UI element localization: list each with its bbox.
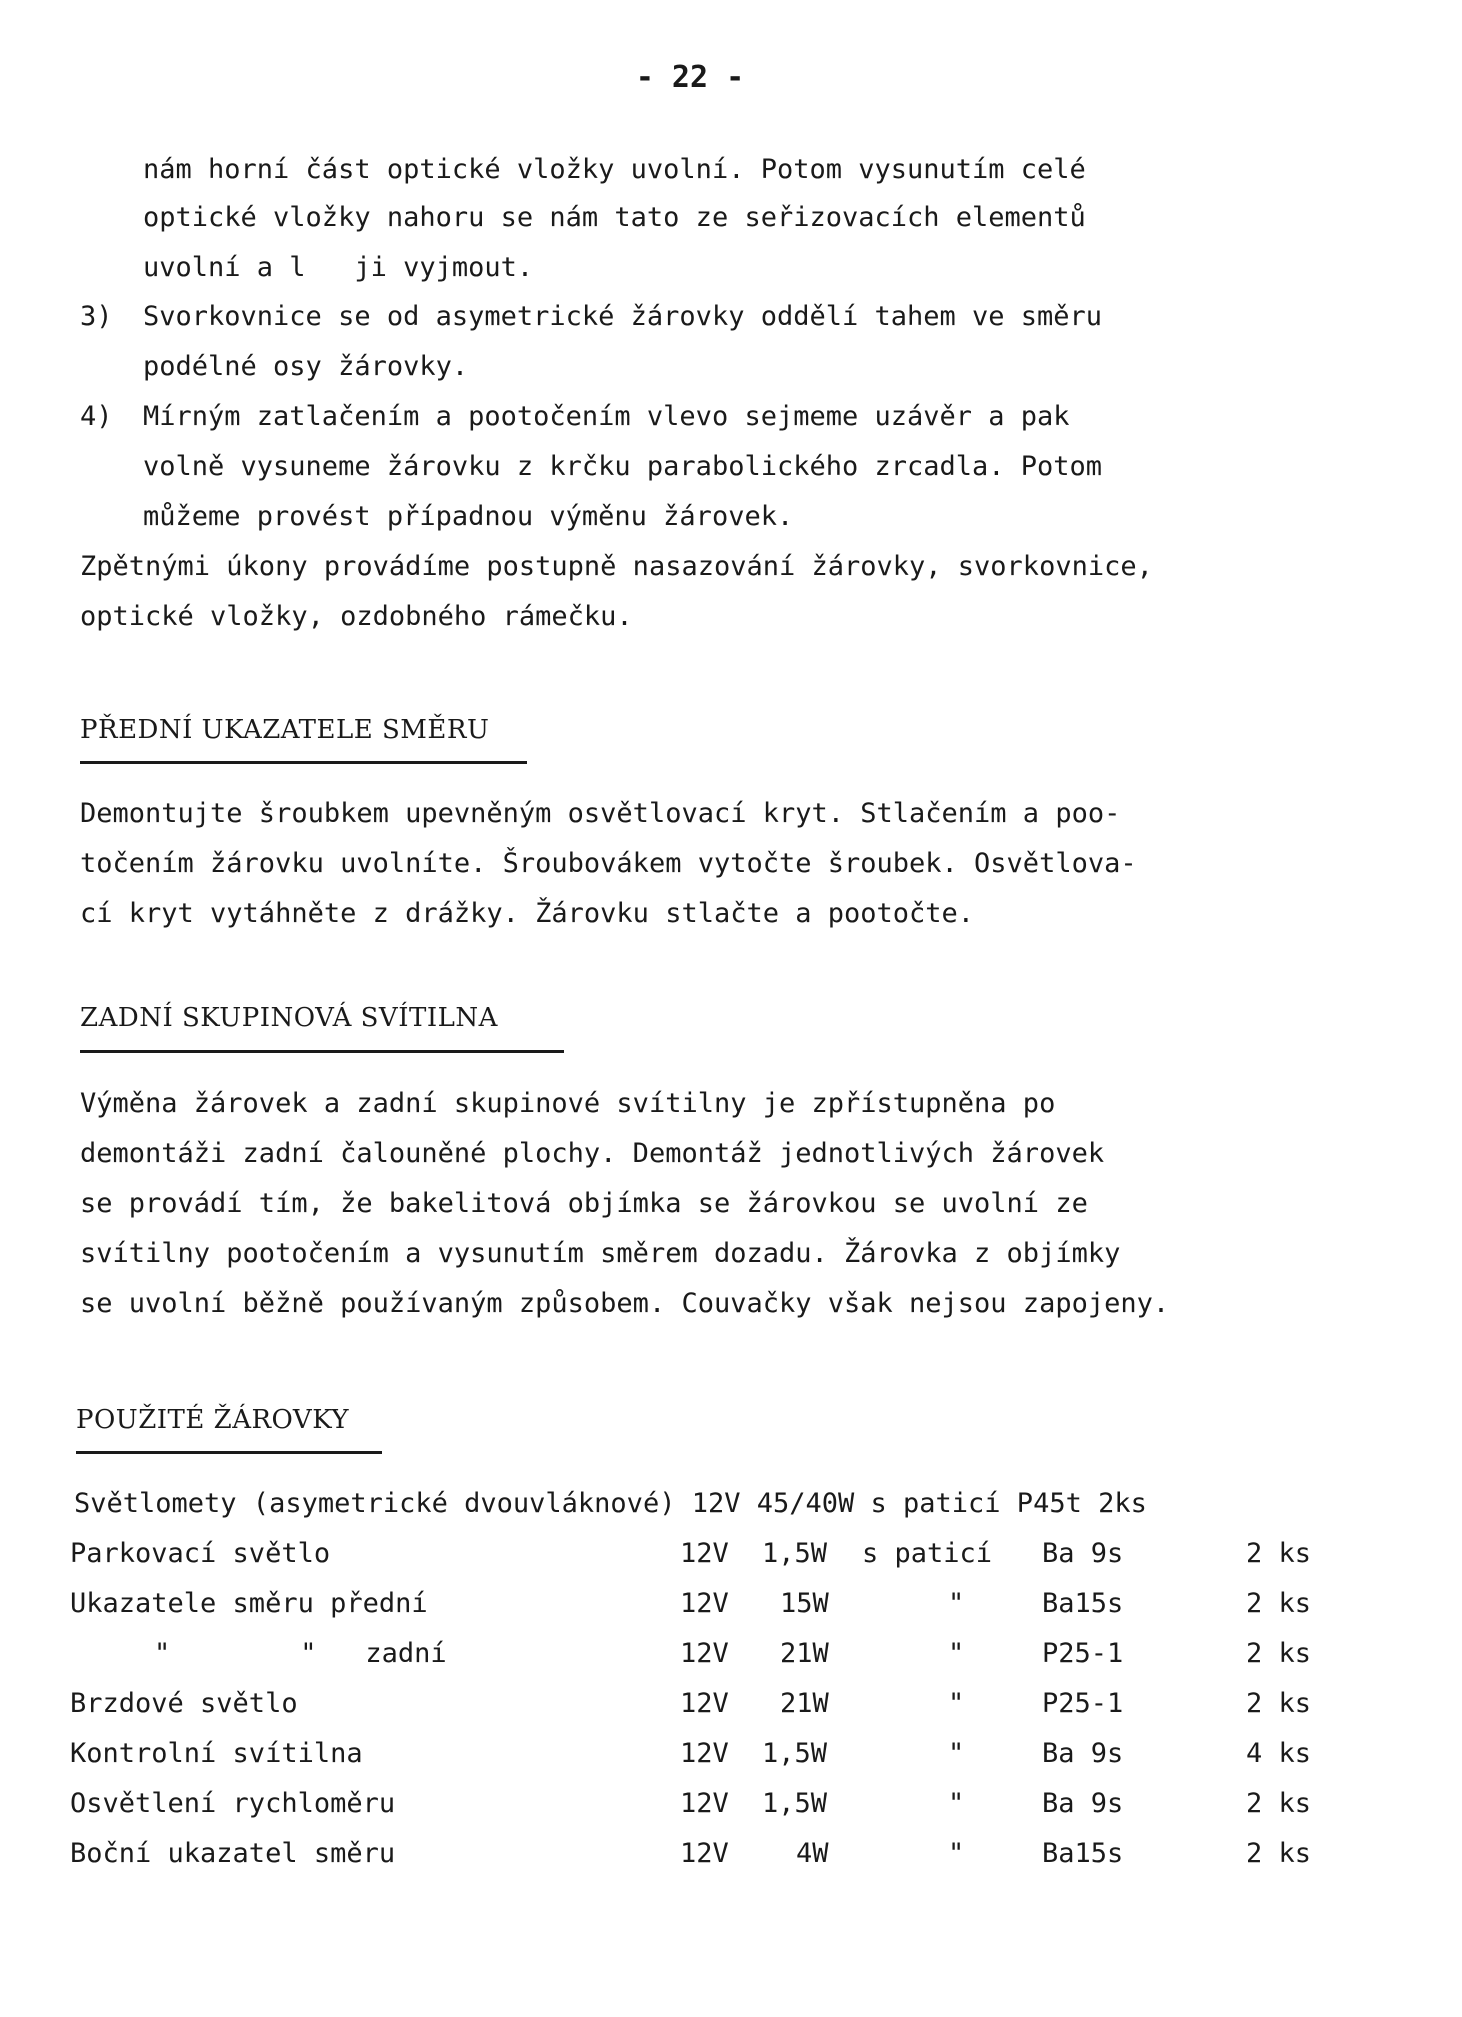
section-line: svítilny pootočením a vysunutím směrem dozadu. Žárovka z objímky [80, 1238, 1121, 1269]
bulb-patice: s paticí [862, 1538, 993, 1569]
bulb-base: Ba15s [1042, 1838, 1124, 1869]
step-number: 3) [80, 301, 113, 332]
step-number: 4) [80, 401, 113, 432]
bulb-volt: 12V [680, 1588, 729, 1619]
heading-underline [76, 1451, 382, 1454]
step-line: podélné osy žárovky. [143, 351, 469, 382]
bulbs-first-line: Světlomety (asymetrické dvouvláknové) 12V 45/40W s paticí P45t 2ks [74, 1488, 1147, 1519]
bulb-qty: 2 ks [1246, 1538, 1312, 1569]
bulb-volt: 12V [680, 1688, 729, 1719]
section-heading-rear-lamp: ZADNÍ SKUPINOVÁ SVÍTILNA [80, 1003, 498, 1033]
step-line: Svorkovnice se od asymetrické žárovky oddělí tahem ve směru [143, 301, 1103, 332]
bulb-watt: 4W [796, 1838, 829, 1869]
heading-underline [80, 761, 527, 764]
step-line: volně vysuneme žárovku z krčku parabolického zrcadla. Potom [143, 451, 1103, 482]
bulb-name: Boční ukazatel směru [70, 1838, 396, 1869]
bulb-name: Kontrolní svítilna [70, 1738, 363, 1769]
bulb-patice: " [948, 1588, 965, 1619]
bulb-name: Ukazatele směru přední [70, 1588, 428, 1619]
bulb-base: Ba 9s [1042, 1788, 1124, 1819]
section-line: se uvolní běžně používaným způsobem. Couvačky však nejsou zapojeny. [80, 1288, 1170, 1319]
heading-underline [80, 1050, 564, 1053]
bulb-qty: 2 ks [1246, 1688, 1312, 1719]
bulb-volt: 12V [680, 1538, 729, 1569]
bulb-qty: 2 ks [1246, 1638, 1312, 1669]
intro-line: nám horní část optické vložky uvolní. Potom vysunutím celé [143, 154, 1086, 185]
bulb-base: P25-1 [1042, 1638, 1124, 1669]
section-line: cí kryt vytáhněte z drážky. Žárovku stlačte a pootočte. [80, 898, 975, 929]
section-heading-front-indicators: PŘEDNÍ UKAZATELE SMĚRU [80, 715, 490, 745]
step-line: můžeme provést případnou výměnu žárovek. [143, 501, 794, 532]
bulb-patice: " [948, 1738, 965, 1769]
bulb-volt: 12V [680, 1788, 729, 1819]
section-line: točením žárovku uvolníte. Šroubovákem vytočte šroubek. Osvětlova- [80, 848, 1137, 879]
intro-line: uvolní a l ji vyjmout. [143, 252, 534, 283]
bulb-volt: 12V [680, 1838, 729, 1869]
section-heading-bulbs-used: POUŽITÉ ŽÁROVKY [76, 1405, 350, 1435]
bulb-base: Ba 9s [1042, 1738, 1124, 1769]
bulb-qty: 2 ks [1246, 1838, 1312, 1869]
bulb-volt: 12V [680, 1738, 729, 1769]
bulb-qty: 2 ks [1246, 1788, 1312, 1819]
bulb-watt: 21W [780, 1638, 829, 1669]
bulb-watt: 1,5W [762, 1538, 828, 1569]
section-line: demontáži zadní čalouněné plochy. Demontáž jednotlivých žárovek [80, 1138, 1105, 1169]
bulb-patice: " [948, 1638, 965, 1669]
bulb-patice: " [948, 1688, 965, 1719]
bulb-patice: " [948, 1788, 965, 1819]
bulb-name: Parkovací světlo [70, 1538, 331, 1569]
section-line: Výměna žárovek a zadní skupinové svítilny je zpřístupněna po [80, 1088, 1056, 1119]
page-number: - 22 - [635, 60, 745, 95]
bulb-qty: 2 ks [1246, 1588, 1312, 1619]
closing-line: optické vložky, ozdobného rámečku. [80, 601, 633, 632]
bulb-base: Ba 9s [1042, 1538, 1124, 1569]
bulb-watt: 1,5W [762, 1738, 828, 1769]
bulb-name: Brzdové světlo [70, 1688, 298, 1719]
bulb-watt: 1,5W [762, 1788, 828, 1819]
closing-line: Zpětnými úkony provádíme postupně nasazování žárovky, svorkovnice, [80, 551, 1153, 582]
section-line: se provádí tím, že bakelitová objímka se žárovkou se uvolní ze [80, 1188, 1088, 1219]
bulb-name: " " zadní [154, 1638, 447, 1669]
bulb-base: Ba15s [1042, 1588, 1124, 1619]
intro-line: optické vložky nahoru se nám tato ze seřizovacích elementů [143, 202, 1086, 233]
bulb-qty: 4 ks [1246, 1738, 1312, 1769]
bulb-name: Osvětlení rychloměru [70, 1788, 396, 1819]
bulb-watt: 21W [780, 1688, 829, 1719]
step-line: Mírným zatlačením a pootočením vlevo sejmeme uzávěr a pak [143, 401, 1070, 432]
bulb-patice: " [948, 1838, 965, 1869]
section-line: Demontujte šroubkem upevněným osvětlovací kryt. Stlačením a poo- [80, 798, 1121, 829]
bulb-base: P25-1 [1042, 1688, 1124, 1719]
bulb-volt: 12V [680, 1638, 729, 1669]
bulb-watt: 15W [780, 1588, 829, 1619]
